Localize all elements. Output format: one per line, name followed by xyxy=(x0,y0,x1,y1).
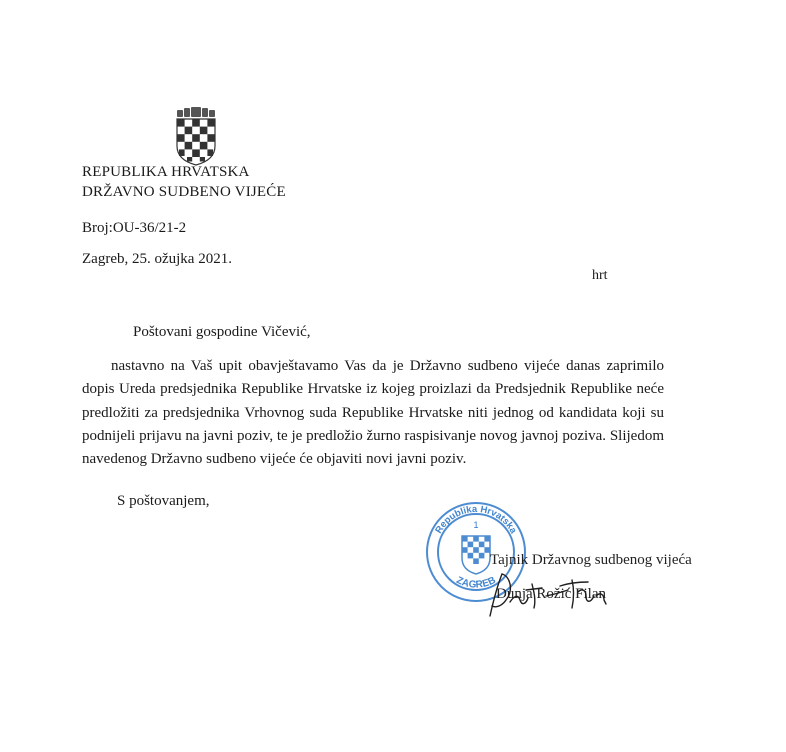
stamp-city: ZAGREB xyxy=(454,574,498,591)
letter-date: Zagreb, 25. ožujka 2021. xyxy=(82,251,232,267)
handwritten-signature xyxy=(476,566,626,622)
signatory-name: Dunja Rožić Filan xyxy=(496,586,606,602)
croatian-coat-of-arms-icon xyxy=(174,106,218,166)
reference-number: Broj:OU-36/21-2 xyxy=(82,220,187,236)
stamp-number: 1 xyxy=(473,520,479,530)
stamp-outer-text: Republika Hrvatska xyxy=(433,503,519,536)
recipient-tag: hrt xyxy=(592,268,608,283)
salutation: Poštovani gospodine Vičević, xyxy=(133,324,311,340)
institution-name: DRŽAVNO SUDBENO VIJEĆE xyxy=(82,184,286,200)
signatory-title: Tajnik Državnog sudbenog vijeća xyxy=(490,552,692,568)
letter-body: nastavno na Vaš upit obavještavamo Vas da je Državno sudbeno vijeće danas zaprimilo dopis Ureda predsjednika Republike Hrvatske iz kojeg proizlazi da Predsjednik Republike neće predložiti za predsjednika Vrhovnog suda Republike Hrvatske niti jednog od kandidata koji su podnijeli prijavu na javni poziv, te je predložio žurno raspisivanje novog javnoj poziva. Slijedom navedenog Državno sudbeno vijeće će objaviti novi javni poziv. xyxy=(82,358,664,468)
closing: S poštovanjem, xyxy=(117,493,210,509)
institution-country: REPUBLIKA HRVATSKA xyxy=(82,164,250,180)
